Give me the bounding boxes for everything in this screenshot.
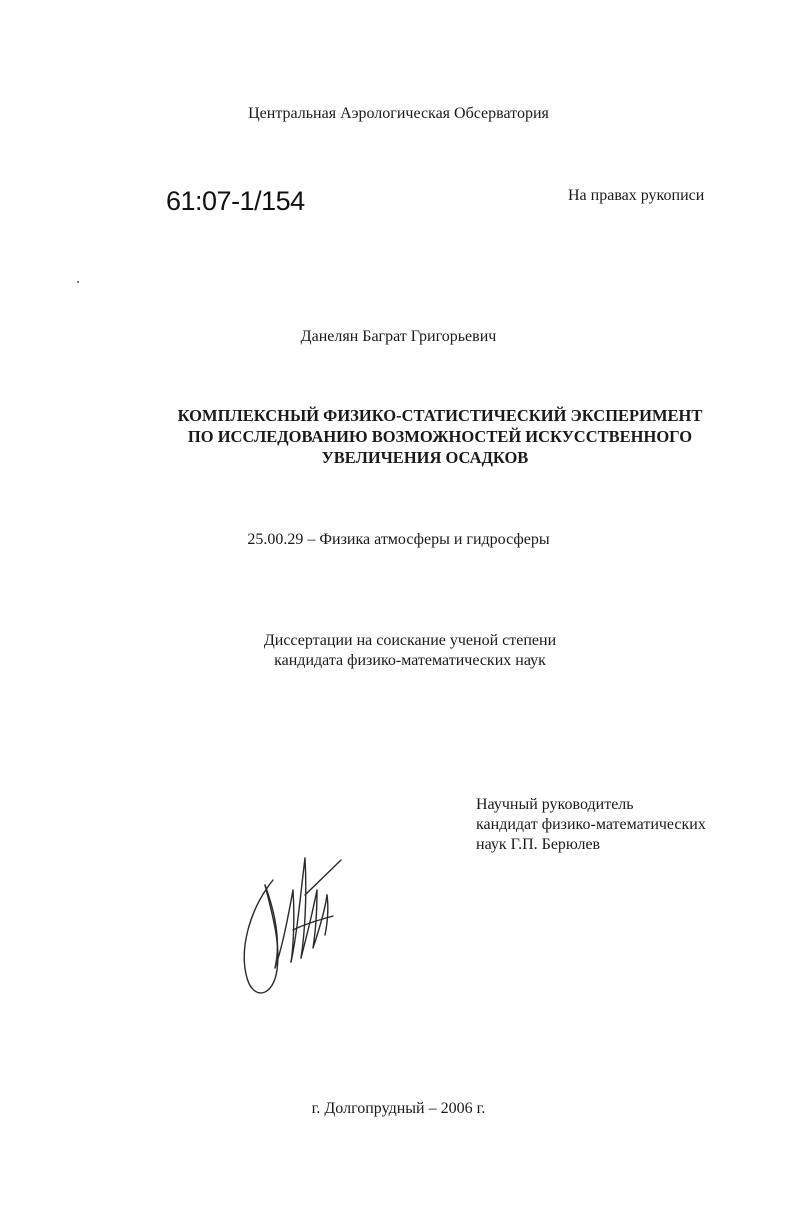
specialty-code: 25.00.29 – Физика атмосферы и гидросферы xyxy=(247,531,550,548)
title-line: ПО ИССЛЕДОВАНИЮ ВОЗМОЖНОСТЕЙ ИСКУССТВЕННОГО xyxy=(187,427,693,446)
library-shelfmark: 61:07-1/154 xyxy=(166,186,305,216)
title-line: УВЕЛИЧЕНИЯ ОСАДКОВ xyxy=(321,448,529,467)
advisor-line: Научный руководитель xyxy=(476,796,634,813)
rights-notice: На правах рукописи xyxy=(568,187,705,204)
dissertation-title xyxy=(150,405,730,468)
scan-speck xyxy=(77,281,79,283)
scientific-advisor xyxy=(476,795,706,855)
degree-statement xyxy=(250,631,570,671)
organization-name: Центральная Аэрологическая Обсерватория xyxy=(248,105,549,122)
degree-line: Диссертации на соискание ученой степени xyxy=(263,632,557,649)
author-name: Данелян Баграт Григорьевич xyxy=(300,328,497,345)
signature-icon xyxy=(235,850,345,1000)
advisor-line: наук Г.П. Берюлев xyxy=(476,836,601,853)
title-line: КОМПЛЕКСНЫЙ ФИЗИКО-СТАТИСТИЧЕСКИЙ ЭКСПЕРИМЕНТ xyxy=(177,406,703,425)
city-and-year: г. Долгопрудный – 2006 г. xyxy=(311,1100,486,1117)
advisor-line: кандидат физико-математических xyxy=(476,816,706,833)
degree-line: кандидата физико-математических наук xyxy=(274,652,546,669)
